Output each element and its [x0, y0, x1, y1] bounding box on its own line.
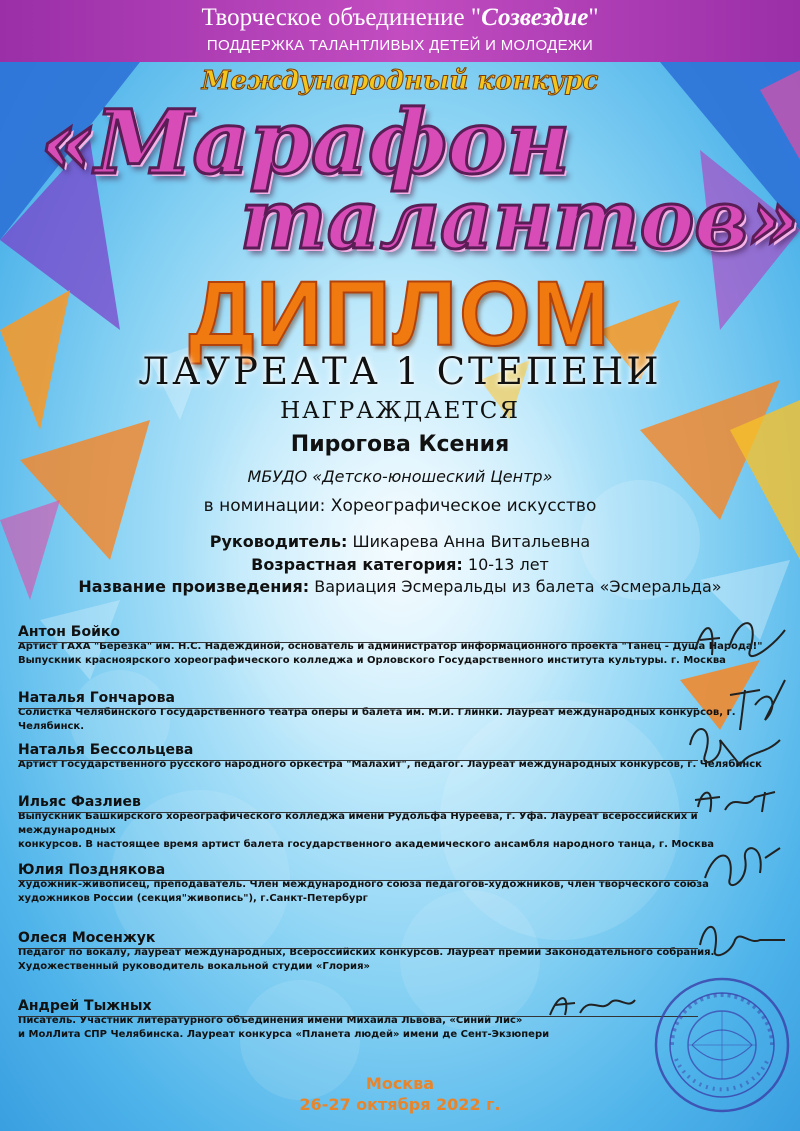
jury-description: Художник-живописец, преподаватель. Член международного союза педагогов-художников, член творческого союза художников России (секция"живопись"), г.Санкт-Петербург [18, 879, 709, 904]
jury-description: Артист Государственного русского народного оркестра "Малахит", педагог. Лауреат международных конкурсов, г. Челябинск [18, 759, 762, 770]
jury-name: Олеся Мосенжук [18, 930, 156, 946]
nomination: в номинации: Хореографическое искусство [203, 496, 597, 516]
jury-member [18, 794, 778, 852]
leader-label: Руководитель: [209, 532, 348, 551]
signature-mosenzhuk [690, 910, 790, 960]
jury-description: Солистка Челябинского Государственного театра оперы и балета им. М.И. Глинки. Лауреат международных конкурсов, г. Челябинск. [18, 707, 736, 732]
jury-member [18, 862, 778, 906]
jury-member [18, 690, 778, 734]
laureate-degree: ЛАУРЕАТА 1 СТЕПЕНИ [138, 350, 662, 393]
signature-fazliev [690, 782, 790, 822]
organization: МБУДО «Детско-юношеский Центр» [247, 467, 553, 486]
work-value: Вариация Эсмеральды из балета «Эсмеральда» [309, 577, 722, 596]
signature-tyzhnykh [540, 985, 640, 1025]
header-title-prefix: Творческое объединение " [201, 4, 482, 31]
age-value: 10-13 лет [462, 555, 549, 574]
jury-description: Выпускник Башкирского хореографического колледжа имени Рудольфа Нуреева, г. Уфа. Лауреат всероссийских и международных конкурсов. В настоящее время артист балета государственного академического ансамбля народного танца, г. Москва [18, 811, 715, 850]
jury-description: Писатель. Участник литературного объединения имени Михаила Львова, «Синий Лис» и МолЛита СПР Челябинска. Лауреат конкурса «Планета людей» имени де Сент-Экзюпери [18, 1015, 550, 1040]
jury-description: Артист ГАХА "Березка" им. Н.С. Надеждиной, основатель и администратор информационного проекта "Танец - Душа Народа!" Выпускник красноярского хореографического колледжа и Орловского Государственного института культуры. г. Москва [18, 641, 763, 666]
contest-type: Международный конкурс [201, 66, 599, 96]
contest-name-line2: талантов» [240, 172, 800, 268]
recipient-name: Пирогова Ксения [290, 432, 510, 457]
signature-line [18, 642, 698, 643]
age-label: Возрастная категория: [251, 555, 463, 574]
event-date: 26-27 октября 2022 г. [299, 1095, 501, 1114]
work-label: Название произведения: [78, 577, 310, 596]
jury-name: Андрей Тыжных [18, 998, 152, 1014]
signature-bessoltseva [680, 715, 790, 775]
stamp-seal [652, 975, 792, 1115]
signature-line [18, 760, 698, 761]
jury-member [18, 742, 778, 772]
jury-name: Наталья Бессольцева [18, 742, 194, 758]
jury-name: Наталья Гончарова [18, 690, 175, 706]
header-title [0, 4, 800, 32]
jury-member [18, 930, 778, 974]
header-title-suffix: " [588, 4, 599, 31]
signature-line [18, 708, 698, 709]
leader-line [0, 532, 800, 551]
contest-name-line1: «Марафон [40, 90, 571, 194]
signature-line [18, 812, 698, 813]
age-line [0, 555, 800, 574]
jury-name: Юлия Позднякова [18, 862, 166, 878]
jury-member [18, 624, 778, 668]
signature-line [18, 948, 698, 949]
diploma-title: ДИПЛОМ [188, 263, 612, 365]
jury-name: Ильяс Фазлиев [18, 794, 141, 810]
header-subtitle: ПОДДЕРЖКА ТАЛАНТЛИВЫХ ДЕТЕЙ И МОЛОДЕЖИ [206, 37, 594, 54]
signature-line [18, 880, 698, 881]
jury-description: Педагог по вокалу, лауреат международных, Всероссийских конкурсов. Лауреат премии Законодательного собрания. Художественный руководитель вокальной студии «Глория» [18, 947, 715, 972]
signature-pozdnyakova [695, 838, 785, 898]
jury-name: Антон Бойко [18, 624, 121, 640]
signature-boyko [690, 610, 790, 670]
awarded-label: НАГРАЖДАЕТСЯ [280, 398, 520, 424]
work-line [0, 577, 800, 596]
leader-value: Шикарева Анна Витальевна [347, 532, 591, 551]
brand-name: Созвездие [481, 4, 589, 31]
city: Москва [365, 1074, 435, 1093]
